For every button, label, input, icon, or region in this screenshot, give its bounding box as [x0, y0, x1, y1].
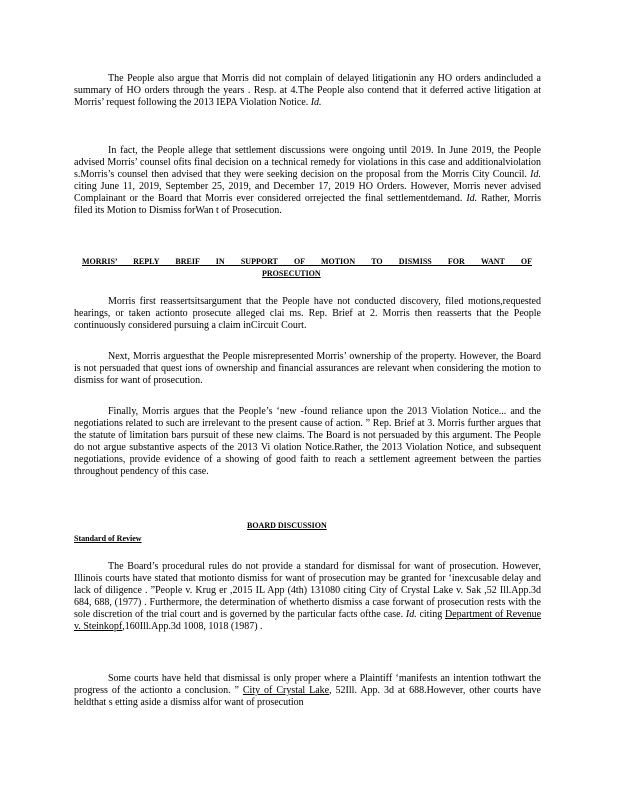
paragraph-text: Some courts have held that dismissal is only proper where a Plaintiff ‘manifests an intention tothwart the progress of the actionto a conclusion. ” — [74, 673, 541, 696]
citation-id: Id. — [405, 609, 417, 620]
heading-reply-brief-line2: PROSECUTION — [262, 269, 321, 278]
paragraph-text: In fact, the People allege that settlement discussions were ongoing until 2019. In June 2019, the People advised Morris’ counsel ofits final decision on a technical remedy for violations in this case and additionalviolation s.Morris’s counsel then advised that they were seeking decision on the proposal from the Morris City Council. — [74, 145, 541, 180]
heading-standard-of-review: Standard of Review — [74, 534, 142, 543]
paragraph-settlement-discussions — [74, 145, 541, 217]
paragraph-text: Rather, Morris filed its Motion to Dismiss forWan t of Prosecution. — [74, 193, 542, 216]
case-citation: City of Crystal Lake — [242, 685, 330, 696]
paragraph-text: The People also argue that Morris did not complain of delayed litigationin any HO orders andincluded a summary of HO orders through the years . Resp. at 4.The People also contend that it deferred active litigation at Morris’ request following the 2013 IEPA Violation Notice. — [74, 73, 541, 108]
paragraph-text: , 52Ill. App. 3d at 688.However, other courts have heldthat s etting aside a dismiss alfor want of prosecution — [74, 685, 541, 708]
paragraph-dismissal-proper — [74, 673, 541, 709]
paragraph-text: Morris first reassertsitsargument that the People have not conducted discovery, filed motions,requested hearings, or taken actionto prosecute alleged clai ms. Rep. Brief at 2. Morris then reasserts that the People continuously considered pursuing a claim inCircuit Court. — [74, 296, 541, 331]
paragraph-text: ,160Ill.App.3d 1008, 1018 (1987) . — [122, 621, 263, 632]
paragraph-people-argue — [74, 73, 541, 109]
citation-id: Id. — [310, 97, 322, 108]
paragraph-text: citing — [419, 609, 443, 620]
paragraph-violation-notice — [74, 406, 541, 478]
paragraph-procedural-rules — [74, 561, 541, 633]
citation-id: Id. — [466, 193, 478, 204]
paragraph-text: The Board’s procedural rules do not provide a standard for dismissal for want of prosecution. However, Illinois courts have stated that motionto dismiss for want of prosecution may be granted for ‘inexcusable delay and lack of diligence . ”People v. Krug er ,2015 IL App (4th) 131080 citing City of Crystal Lake v. Sak ,52 Ill.App.3d 684, 688, (1977) . Furthermore, the determination of whetherto dismiss a case forwant of prosecution rests with the sole discretion of the trial court and is governed by the particular facts ofthe case. — [74, 561, 541, 620]
paragraph-ownership — [74, 351, 541, 387]
case-citation: Department of Revenue v. Steinkopf — [74, 609, 542, 632]
paragraph-morris-reasserts — [74, 296, 541, 332]
paragraph-text: citing June 11, 2019, September 25, 2019, and December 17, 2019 HO Orders. However, Morris never advised Complainant or the Board that Morris ever considered orrejected the final settlementdemand. — [74, 181, 541, 204]
heading-board-discussion: BOARD DISCUSSION — [247, 521, 327, 530]
paragraph-text: Finally, Morris argues that the People’s ‘new -found reliance upon the 2013 Violation Notice... and the negotiations related to such are irrelevant to the present cause of action. ” Rep. Brief at 3. Morris further argues that the statute of limitation bars pursuit of these new claims. The Board is not persuaded by this argument. The People do not argue substantive aspects of the 2013 Vi olation Notice.Rather, the 2013 Violation Notice, and subsequent negotiations, provide evidence of a showing of good faith to reach a settlement agreement between the parties throughout pendency of this case. — [74, 406, 541, 477]
paragraph-text: Next, Morris arguesthat the People misrepresented Morris’ ownership of the property. However, the Board is not persuaded that quest ions of ownership and financial assurances are relevant when considering the motion to dismiss for want of prosecution. — [74, 351, 541, 386]
heading-reply-brief: MORRIS’ REPLY BREIF IN SUPPORT OF MOTION TO DISMISS FOR WANT OF — [82, 257, 532, 266]
citation-id: Id. — [530, 169, 542, 180]
